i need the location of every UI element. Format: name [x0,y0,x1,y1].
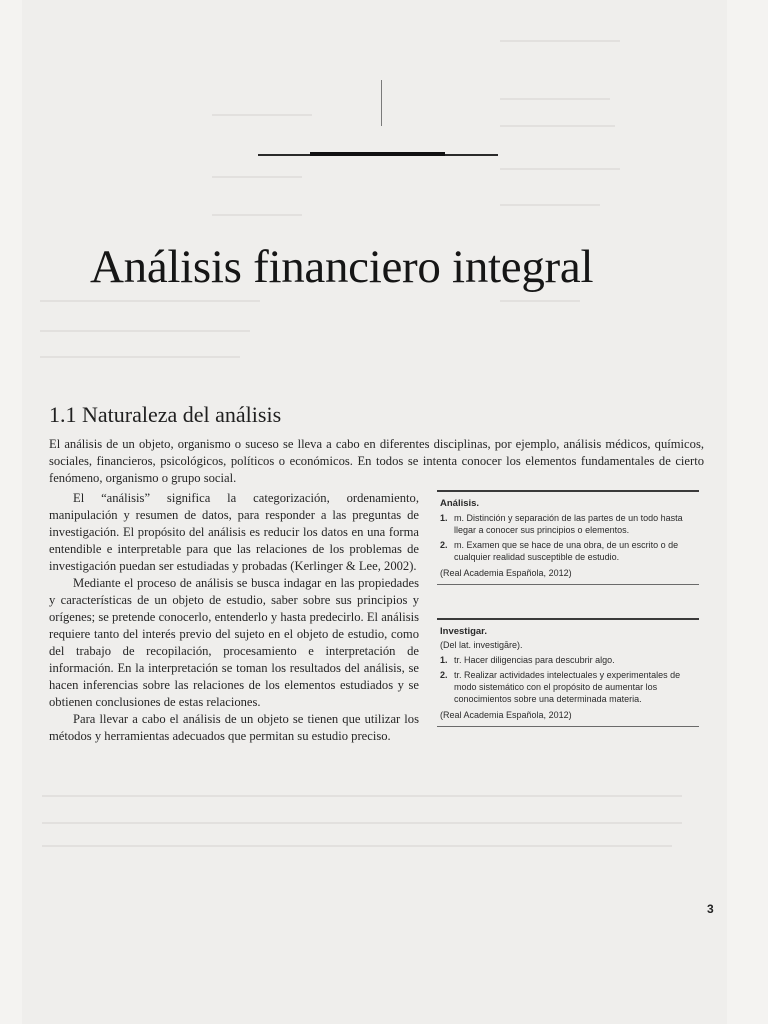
definition-box-analisis [437,490,699,585]
paragraph: Para llevar a cabo el análisis de un objeto se tienen que utilizar los métodos y herramientas adecuados que permitan su estudio preciso. [49,712,419,743]
definition-sense [440,539,699,563]
definition-senses [437,654,699,705]
sense-number: 2. [440,670,448,680]
header-rule-accent [310,152,445,156]
paragraph: Mediante el proceso de análisis se busca indagar en las propiedades y características de un objeto de estudio, saber sobre sus principios y orígenes; se pretende conocerlo, entenderlo y hasta predecirlo. El análisis requiere tanto del interés previo del sujeto en el objeto de estudio, como del trabajo de recopilación, procesamiento e interpretación de información. En la interpretación se toman los resultados del análisis, se hacen inferencias sobre las relaciones de los elementos estudiados y se obtienen conclusiones de estas relaciones. [49,576,419,709]
section-heading: 1.1 Naturaleza del análisis [49,402,282,427]
definition-sense [440,669,699,705]
page-number: 3 [707,902,714,916]
chapter-title: Análisis financiero integral [90,241,594,293]
definition-source: (Real Academia Española, 2012) [440,710,572,720]
sense-text: tr. Realizar actividades intelectuales y experimentales de modo sistemático con el propósito de aumentar los conocimientos sobre una determinada materia. [454,670,681,704]
sense-number: 1. [440,513,448,523]
definition-senses [437,512,699,563]
sense-number: 2. [440,540,448,550]
box-bottom-rule [437,584,699,585]
definition-term: Investigar. [440,626,487,637]
definition-origin: (Del lat. investigāre). [440,640,523,650]
definition-box-investigar [437,618,699,727]
body-text [49,490,419,745]
sense-text: m. Examen que se hace de una obra, de un escrito o de cualquier realidad susceptible de estudio. [454,540,679,562]
box-top-rule [437,490,699,492]
definition-sense [440,512,699,536]
paragraph: El “análisis” significa la categorización, ordenamiento, manipulación y resumen de datos, para responder a las preguntas de investigación. El propósito del análisis es reducir los datos en una forma entendible e interpretable para que las relaciones de los problemas de investigación puedan ser estudiadas y probadas (Kerlinger & Lee, 2002). [49,491,419,573]
box-top-rule [437,618,699,620]
sense-number: 1. [440,655,448,665]
box-bottom-rule [437,726,699,727]
intro-paragraph: El análisis de un objeto, organismo o suceso se lleva a cabo en diferentes disciplinas, por ejemplo, análisis médicos, químicos, sociales, financieros, psicológicos, políticos o económicos. En todos se intenta conocer los elementos fundamentales de cierto fenómeno, organismo o grupo social. [49,437,704,485]
crop-mark [381,80,382,126]
definition-term: Análisis. [440,498,480,509]
sense-text: m. Distinción y separación de las partes de un todo hasta llegar a conocer sus principios o elementos. [454,513,683,535]
sense-text: tr. Hacer diligencias para descubrir algo. [454,655,615,665]
definition-sense [440,654,699,666]
definition-source: (Real Academia Española, 2012) [440,568,572,578]
